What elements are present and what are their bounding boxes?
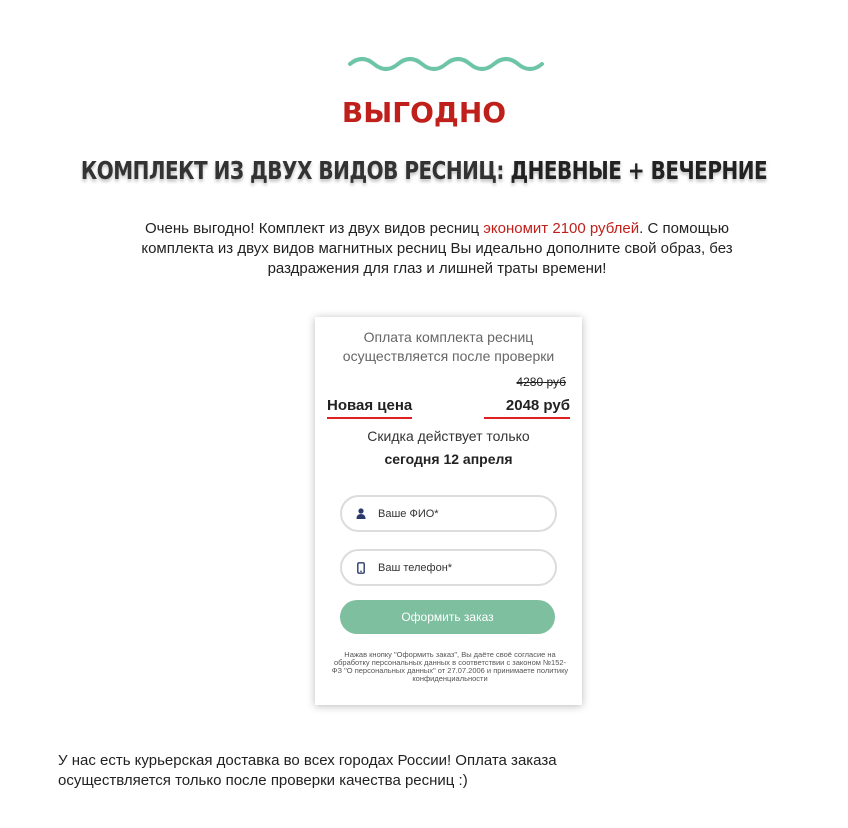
page-headline: ВЫГОДНО: [341, 96, 507, 129]
intro-after: . С помощью комплекта из двух видов магнитных ресниц Вы идеально дополните свой образ, без раздражения для глаз и лишней траты времени!: [141, 220, 733, 277]
user-icon: [355, 507, 367, 521]
price-row: [327, 397, 570, 419]
order-form-card: [315, 317, 582, 705]
phone-field[interactable]: [340, 549, 557, 586]
submit-order-button[interactable]: Оформить заказ: [340, 600, 555, 634]
new-price: 2048 руб: [484, 397, 570, 419]
page-subheadline: [0, 155, 848, 185]
phone-icon: [355, 561, 367, 575]
intro-text: [112, 219, 762, 279]
payment-note: Оплата комплекта ресниц осуществляется после проверки: [342, 329, 555, 364]
new-price-label: Новая цена: [327, 397, 412, 419]
promo-date: сегодня 12 апреля: [384, 451, 513, 467]
promo-text: Скидка действует только: [367, 428, 530, 444]
subhead-bold: ДНЕВНЫЕ + ВЕЧЕРНИЕ: [510, 155, 768, 185]
intro-before: Очень выгодно! Комплект из двух видов ресниц: [145, 220, 484, 237]
decorative-wave: [348, 52, 548, 76]
delivery-text: У нас есть курьерская доставка во всех городах России! Оплата заказа осуществляется только после проверки качества ресниц :): [58, 752, 557, 789]
name-field[interactable]: [340, 495, 557, 532]
intro-savings-highlight: экономит 2100 рублей: [483, 220, 640, 237]
phone-input[interactable]: [376, 561, 550, 575]
name-input[interactable]: [376, 507, 550, 521]
old-price: 4280 руб: [516, 375, 566, 389]
legal-consent-text: Нажав кнопку "Оформить заказ", Вы даёте своё согласие на обработку персональных данных в соответствии с законом №152-ФЗ "О персональных данных" от 27.07.2006 и принимаете политику конфиденциальности: [331, 650, 569, 683]
subhead-regular: КОМПЛЕКТ ИЗ ДВУХ ВИДОВ РЕСНИЦ:: [80, 155, 511, 185]
